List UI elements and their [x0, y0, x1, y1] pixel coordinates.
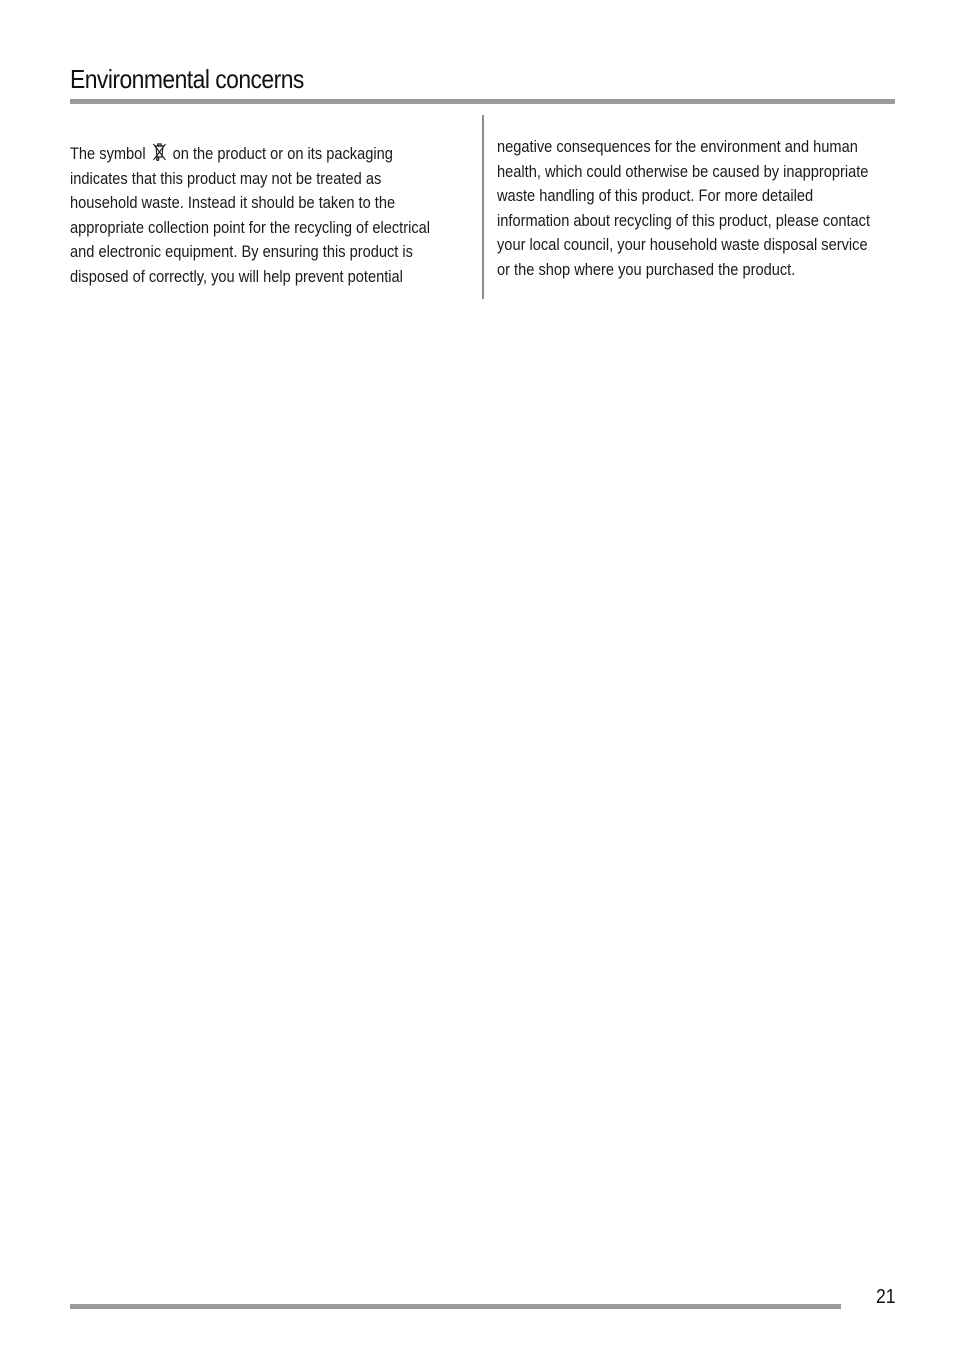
text-line: your local council, your household waste disposal service [497, 235, 868, 255]
text-line: negative consequences for the environment and human [497, 137, 858, 156]
text-line: appropriate collection point for the recycling of electrical [70, 217, 431, 237]
text-fragment: on the product or on its packaging [172, 144, 393, 163]
page-number: 21 [876, 1286, 896, 1308]
text-line: household waste. Instead it should be taken to the [70, 193, 396, 213]
section-title: Environmental concerns [70, 64, 304, 94]
footer-rule [70, 1304, 841, 1309]
text-line: waste handling of this product. For more detailed [497, 186, 814, 206]
text-line [70, 142, 414, 167]
text-line: or the shop where you purchased the product. [497, 259, 796, 279]
right-column [497, 135, 897, 283]
text-line: and electronic equipment. By ensuring this product is [70, 242, 413, 262]
text-fragment: The symbol [70, 144, 146, 163]
text-line: information about recycling of this product, please contact [497, 210, 871, 230]
text-line: disposed of correctly, you will help prevent potential [70, 266, 403, 286]
text-line: health, which could otherwise be caused by inappropriate [497, 161, 869, 181]
title-rule [70, 99, 895, 104]
crossed-out-wheeled-bin-icon [151, 142, 168, 162]
column-divider [482, 115, 484, 299]
text-line: indicates that this product may not be treated as [70, 168, 382, 188]
left-column [70, 142, 470, 290]
